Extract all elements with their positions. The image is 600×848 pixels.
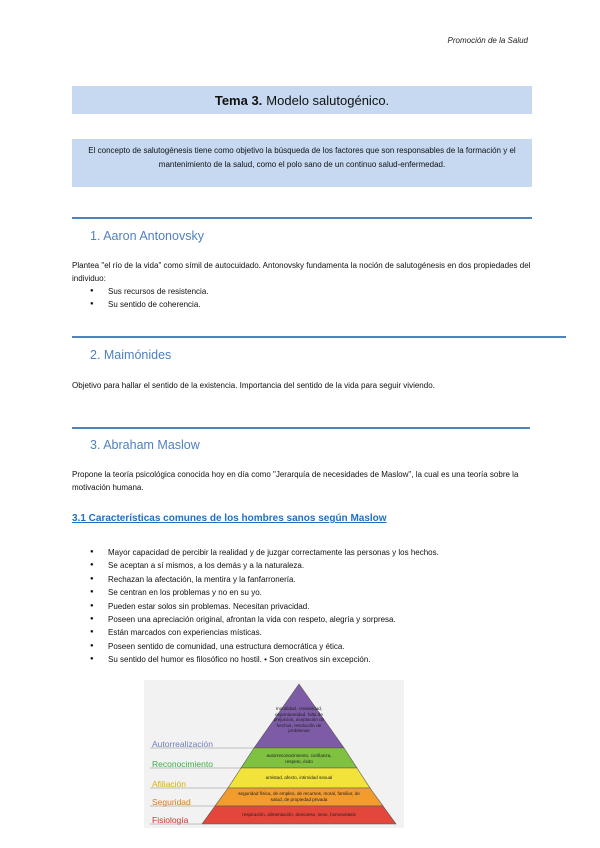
list-item: ● Poseen sentido de comunidad, una estructura democrática y ética. bbox=[72, 640, 439, 653]
section-paragraph-maimonides: Objetivo para hallar el sentido de la existencia. Importancia del sentido de la vida para seguir viviendo. bbox=[72, 381, 435, 390]
pyramid-text-reconocimiento: autorreconocimiento, confianza, respeto, éxito bbox=[266, 753, 332, 764]
pyramid-label-seguridad: Seguridad bbox=[152, 797, 191, 807]
section-rule bbox=[72, 217, 532, 219]
list-item: ● Están marcados con experiencias místicas. bbox=[72, 626, 439, 639]
section-rule bbox=[72, 427, 530, 429]
page-title bbox=[72, 86, 532, 114]
section-title-maimonides: 2. Maimónides bbox=[90, 348, 172, 362]
list-item: ● Su sentido del humor es filosófico no hostil. • Son creativos sin excepción. bbox=[72, 653, 439, 666]
list-item: ● Sus recursos de resistencia. bbox=[72, 285, 209, 298]
pyramid-text-fisiologia: respiración, alimentación, descanso, sexo, homeostasis bbox=[242, 812, 356, 817]
pyramid-text-afiliacion: amistad, afecto, intimidad sexual bbox=[265, 775, 333, 780]
list-item: ● Se centran en los problemas y no en su yo. bbox=[72, 586, 439, 599]
maslow-bullets bbox=[72, 546, 439, 667]
pyramid-label-autorrealizacion: Autorrealización bbox=[152, 739, 213, 749]
title-bold: Tema 3. bbox=[214, 92, 263, 108]
title-text: Modelo salutogénico. bbox=[266, 92, 390, 108]
list-item: ● Mayor capacidad de percibir la realidad y de juzgar correctamente las personas y los hechos. bbox=[72, 546, 439, 559]
antonovsky-bullets bbox=[72, 285, 209, 312]
list-item: ● Su sentido de coherencia. bbox=[72, 298, 209, 311]
section-rule bbox=[72, 336, 566, 338]
pyramid-label-fisiologia: Fisiología bbox=[152, 815, 189, 825]
list-item: ● Rechazan la afectación, la mentira y la fanfarronería. bbox=[72, 573, 439, 586]
section-paragraph-antonovsky: Plantea "el río de la vida" como símil de autocuidado. Antonovsky fundamenta la noción de salutogénesis en dos propiedades del individuo: bbox=[72, 261, 531, 283]
list-item: ● Poseen una apreciación original, afrontan la vida con respeto, alegría y sorpresa. bbox=[72, 613, 439, 626]
pyramid-text-autorrealizacion: moralidad, creatividad, espontaneidad, falta de prejuicios, aceptación de hechos, resolución de problemas bbox=[273, 706, 325, 734]
subsection-title[interactable]: 3.1 Características comunes de los hombres sanos según Maslow bbox=[72, 513, 387, 524]
pyramid-label-reconocimiento: Reconocimiento bbox=[152, 759, 213, 769]
section-paragraph-maslow: Propone la teoría psicológica conocida hoy en día como "Jerarquía de necesidades de Maslow", la cual es una teoría sobre la motivación humana. bbox=[72, 470, 519, 492]
pyramid-label-afiliacion: Afiliación bbox=[152, 779, 187, 789]
section-title-maslow: 3. Abraham Maslow bbox=[90, 438, 200, 452]
section-title-antonovsky: 1. Aaron Antonovsky bbox=[90, 229, 204, 243]
list-item: ● Pueden estar solos sin problemas. Necesitan privacidad. bbox=[72, 600, 439, 613]
list-item: ● Se aceptan a sí mismos, a los demás y a la naturaleza. bbox=[72, 559, 439, 572]
intro-box: El concepto de salutogénesis tiene como objetivo la búsqueda de los factores que son responsables de la formación y el mantenimiento de la salud, como el polo sano de un continuo salud-enfermedad. bbox=[72, 139, 532, 187]
header-note: Promoción de la Salud bbox=[447, 36, 528, 45]
pyramid-text-seguridad: seguridad física, de empleo, de recursos, moral, familiar, de salud, de propiedad privada bbox=[238, 791, 360, 802]
maslow-pyramid-figure bbox=[144, 680, 404, 828]
